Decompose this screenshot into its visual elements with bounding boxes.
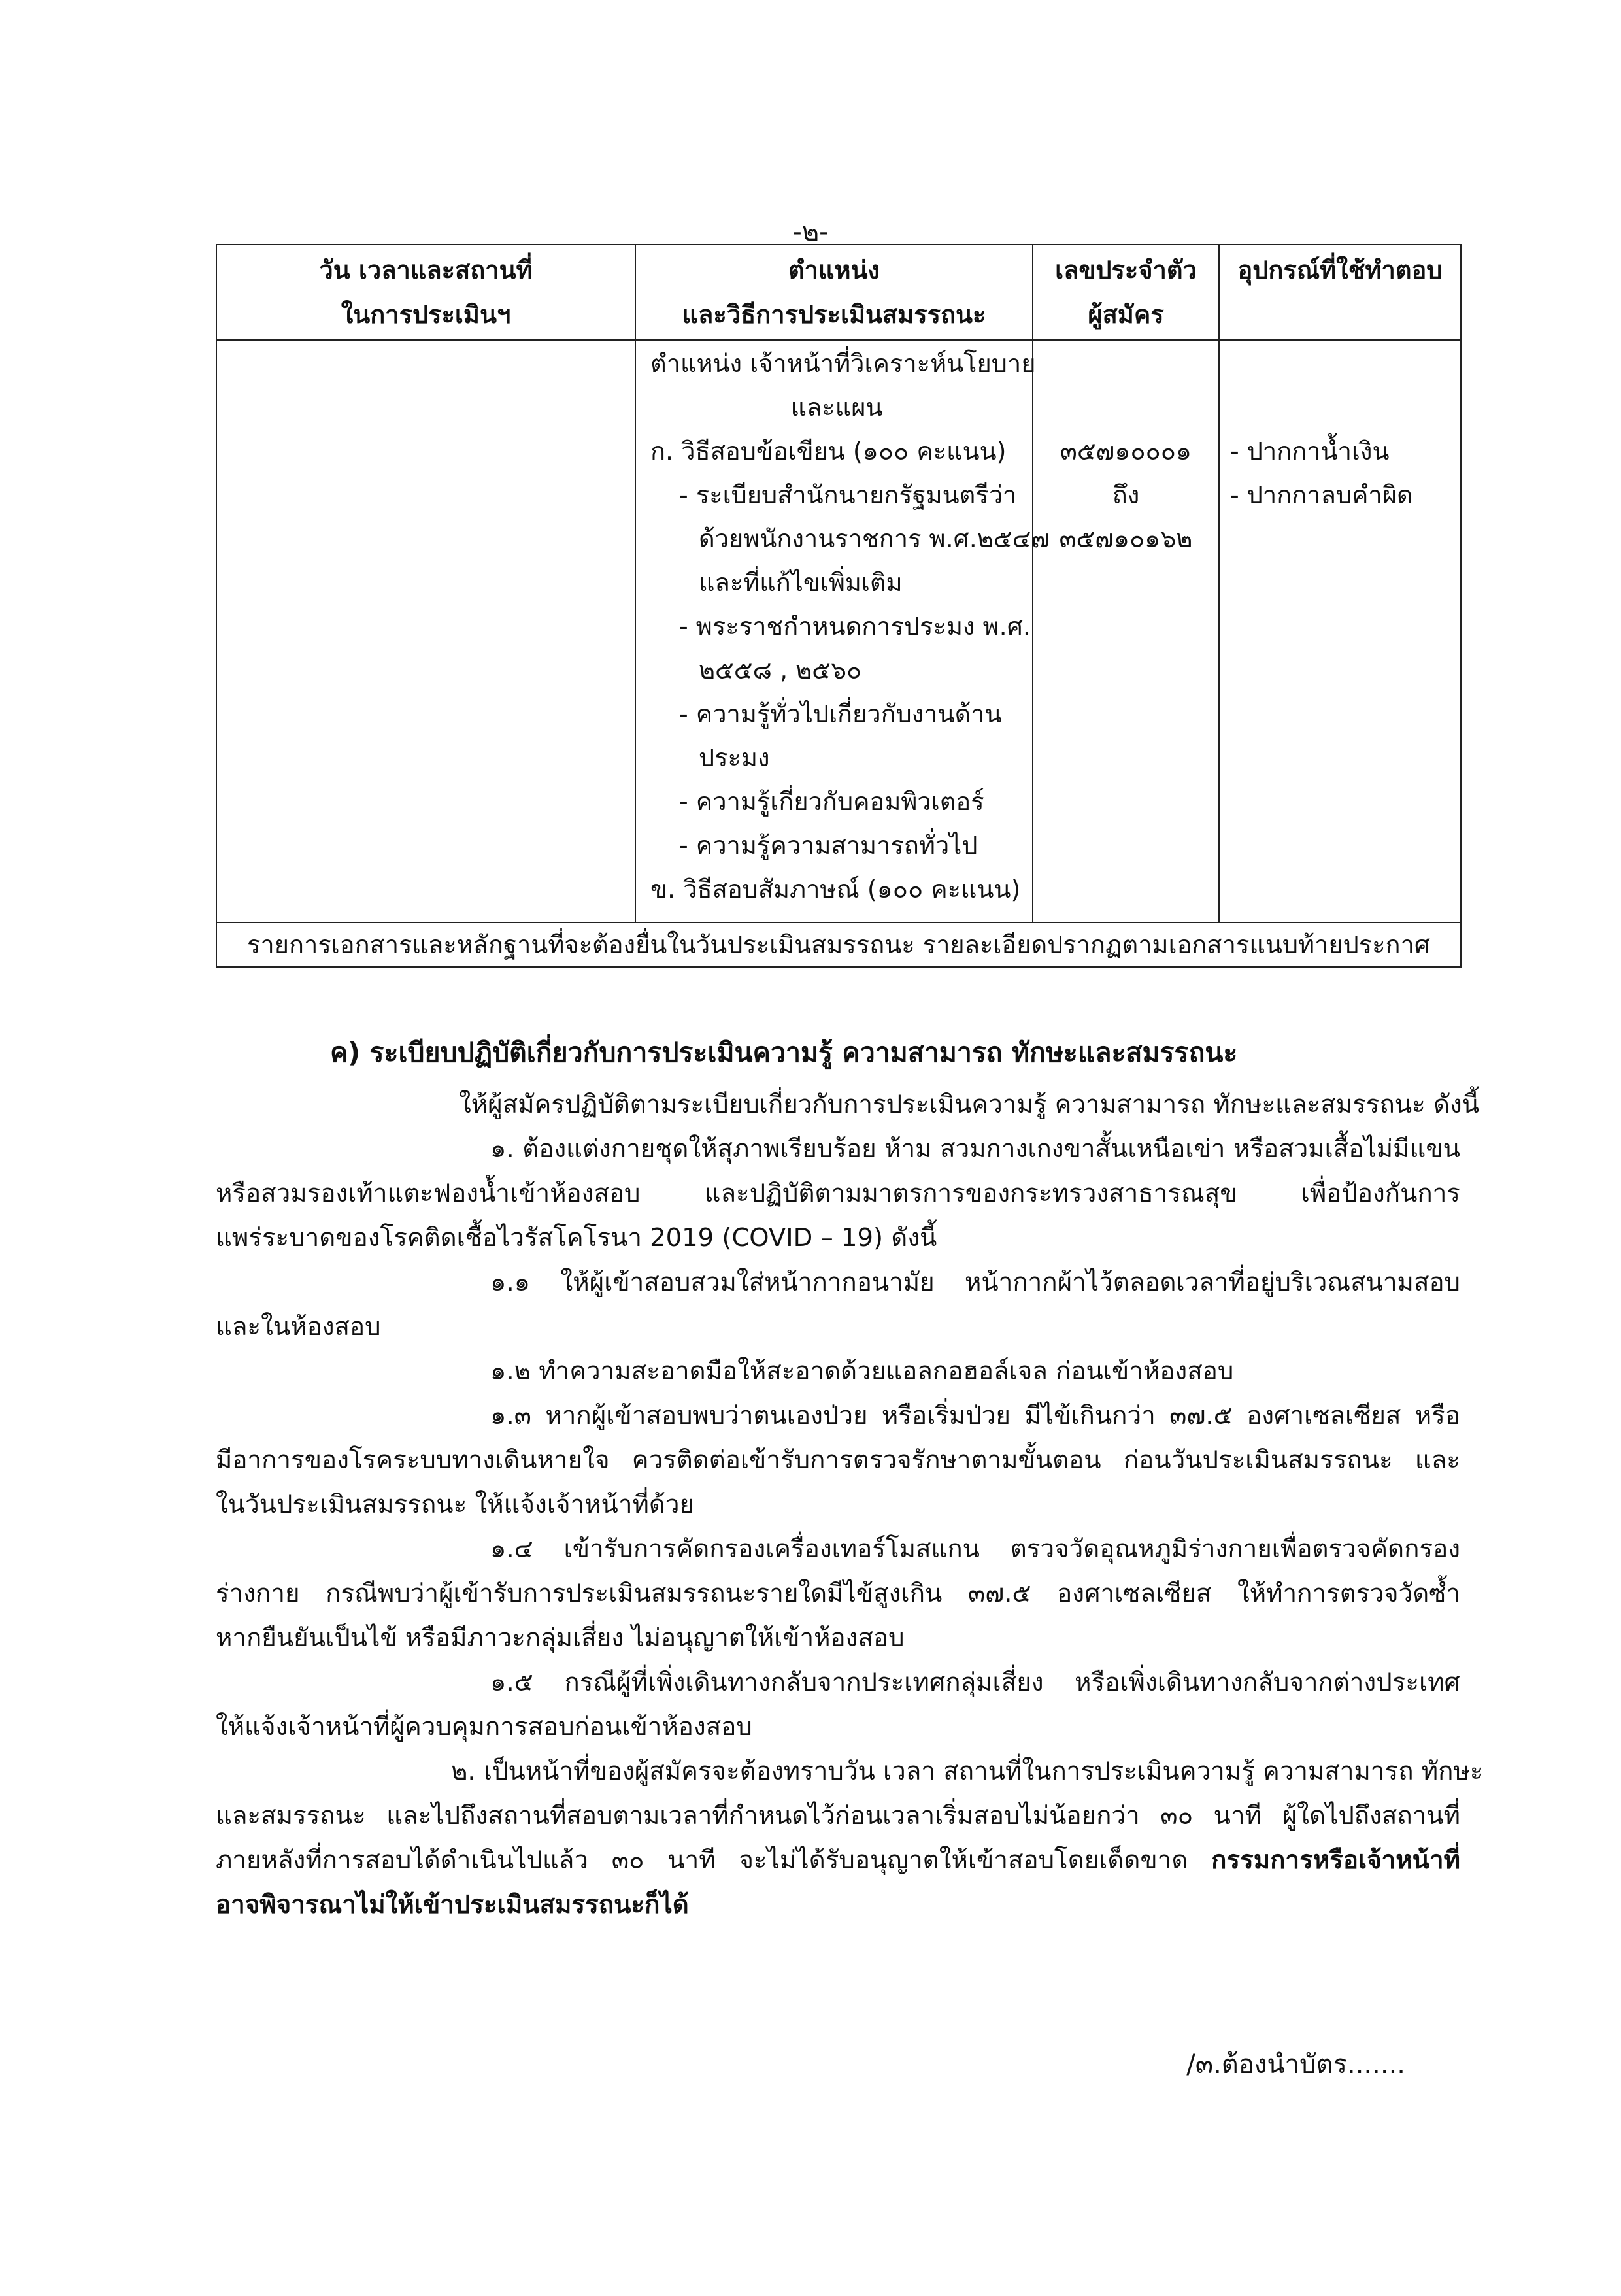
rule-1-line: หรือสวมรองเท้าแตะฟองน้ำเข้าห้องสอบ และปฏิบัติตามมาตรการของกระทรวงสาธารณสุข เพื่อป้องกันการ bbox=[216, 1179, 1460, 1208]
rule-2-bold-warning-cont: อาจพิจารณาไม่ให้เข้าประเมินสมรรถนะก็ได้ bbox=[216, 1890, 689, 1919]
rule-1-1-line: และในห้องสอบ bbox=[216, 1312, 381, 1342]
rule-1-4-line: หากยืนยันเป็นไข้ หรือมีภาวะกลุ่มเสี่ยง ไม่อนุญาตให้เข้าห้องสอบ bbox=[216, 1623, 905, 1653]
rule-1-line: แพร่ระบาดของโรคติดเชื้อไวรัสโคโรนา 2019 (COVID – 19) ดังนี้ bbox=[216, 1223, 937, 1253]
intro-paragraph: ให้ผู้สมัครปฏิบัติตามระเบียบเกี่ยวกับการประเมินความรู้ ความสามารถ ทักษะและสมรรถนะ ดังนี้ bbox=[459, 1090, 1480, 1119]
rule-1-3-line: ในวันประเมินสมรรถนะ ให้แจ้งเจ้าหน้าที่ด้วย bbox=[216, 1490, 695, 1519]
rule-1-3-line: มีอาการของโรคระบบทางเดินหายใจ ควรติดต่อเข้ารับการตรวจรักษาตามขั้นตอน ก่อนวันประเมินสมรรถนะ และ bbox=[216, 1445, 1460, 1475]
topic-line: ๒๕๕๘ , ๒๕๖๐ bbox=[699, 656, 862, 684]
page-number: -๒- bbox=[792, 217, 829, 247]
section-c-title: ค) ระเบียบปฏิบัติเกี่ยวกับการประเมินความรู้ ความสามารถ ทักษะและสมรรถนะ bbox=[330, 1037, 1238, 1068]
date-place-cell bbox=[216, 340, 635, 922]
table-header-row bbox=[216, 245, 1461, 340]
table-footer-note: รายการเอกสารและหลักฐานที่จะต้องยื่นในวันประเมินสมรรถนะ รายละเอียดปรากฏตามเอกสารแนบท้ายประกาศ bbox=[216, 922, 1461, 967]
rule-1-line: ๑. ต้องแต่งกายชุดให้สุภาพเรียบร้อย ห้าม สวมกางเกงขาสั้นเหนือเข่า หรือสวมเสื้อไม่มีแขน bbox=[490, 1134, 1460, 1164]
header-equipment: อุปกรณ์ที่ใช้ทำตอบ bbox=[1219, 245, 1461, 340]
position-method-cell bbox=[635, 340, 1050, 922]
written-exam: ก. วิธีสอบข้อเขียน (๑๐๐ คะแนน) bbox=[650, 437, 1007, 465]
topic-line: - ความรู้ทั่วไปเกี่ยวกับงานด้าน bbox=[679, 700, 1002, 728]
position-title: ตำแหน่ง เจ้าหน้าที่วิเคราะห์นโยบาย bbox=[650, 349, 1036, 378]
equipment-cell bbox=[1219, 340, 1461, 922]
topic-line: ด้วยพนักงานราชการ พ.ศ.๒๕๔๗ bbox=[699, 524, 1050, 553]
topic-line: ประมง bbox=[699, 743, 770, 772]
rule-1-1-line: ๑.๑ ให้ผู้เข้าสอบสวมใส่หน้ากากอนามัย หน้ากากผ้าไว้ตลอดเวลาที่อยู่บริเวณสนามสอบ bbox=[490, 1268, 1460, 1297]
rule-2-line: ๒. เป็นหน้าที่ของผู้สมัครจะต้องทราบวัน เวลา สถานที่ในการประเมินความรู้ ความสามารถ ทักษะ bbox=[451, 1757, 1484, 1786]
applicant-id-cell bbox=[1033, 340, 1219, 922]
position-title-cont: และแผน bbox=[790, 393, 883, 422]
header-applicant-id: เลขประจำตัว ผู้สมัคร bbox=[1033, 245, 1219, 340]
section-c-body bbox=[216, 1083, 1484, 1927]
header-position-method: ตำแหน่ง และวิธีการประเมินสมรรถนะ bbox=[635, 245, 1033, 340]
topic-line: - ระเบียบสำนักนายกรัฐมนตรีว่า bbox=[679, 481, 1017, 509]
equipment-item: - ปากกาลบคำผิด bbox=[1230, 481, 1413, 509]
rule-1-5-line: ๑.๕ กรณีผู้ที่เพิ่งเดินทางกลับจากประเทศกลุ่มเสี่ยง หรือเพิ่งเดินทางกลับจากต่างประเทศ bbox=[490, 1668, 1460, 1697]
equipment-item: - ปากกาน้ำเงิน bbox=[1230, 437, 1390, 465]
exam-schedule-table bbox=[216, 244, 1462, 968]
topic-line: - ความรู้เกี่ยวกับคอมพิวเตอร์ bbox=[679, 787, 984, 816]
rule-1-4-line: ๑.๔ เข้ารับการคัดกรองเครื่องเทอร์โมสแกน ตรวจวัดอุณหภูมิร่างกายเพื่อตรวจคัดกรอง bbox=[490, 1534, 1460, 1564]
rule-1-2-line: ๑.๒ ทำความสะอาดมือให้สะอาดด้วยแอลกอฮอล์เจล ก่อนเข้าห้องสอบ bbox=[490, 1357, 1234, 1386]
rule-2-line: ภายหลังที่การสอบได้ดำเนินไปแล้ว ๓๐ นาที จะไม่ได้รับอนุญาตให้เข้าสอบโดยเด็ดขาด กรรมการหรือเจ้าหน้าที่ bbox=[216, 1846, 1460, 1875]
rule-1-5-line: ให้แจ้งเจ้าหน้าที่ผู้ควบคุมการสอบก่อนเข้าห้องสอบ bbox=[216, 1712, 752, 1742]
topic-line: - พระราชกำหนดการประมง พ.ศ. bbox=[679, 612, 1031, 641]
id-range-end: ๓๕๗๑๐๑๖๒ bbox=[1059, 524, 1193, 553]
continued-next-page: /๓.ต้องนำบัตร....... bbox=[1186, 2050, 1405, 2080]
rule-1-3-line: ๑.๓ หากผู้เข้าสอบพบว่าตนเองป่วย หรือเริ่มป่วย มีไข้เกินกว่า ๓๗.๕ องศาเซลเซียส หรือ bbox=[490, 1401, 1460, 1430]
id-range-start: ๓๕๗๑๐๐๐๑ bbox=[1060, 437, 1192, 465]
table-row bbox=[216, 340, 1461, 922]
topic-line: และที่แก้ไขเพิ่มเติม bbox=[699, 568, 903, 597]
interview-exam: ข. วิธีสอบสัมภาษณ์ (๑๐๐ คะแนน) bbox=[650, 875, 1021, 903]
rule-2-line: และสมรรถนะ และไปถึงสถานที่สอบตามเวลาที่กำหนดไว้ก่อนเวลาเริ่มสอบไม่น้อยกว่า ๓๐ นาที ผู้ใดไปถึงสถานที่ bbox=[216, 1801, 1460, 1831]
rule-2-bold-warning: กรรมการหรือเจ้าหน้าที่ bbox=[1211, 1846, 1460, 1875]
header-date-place: วัน เวลาและสถานที่ ในการประเมินฯ bbox=[216, 245, 635, 340]
topic-line: - ความรู้ความสามารถทั่วไป bbox=[679, 831, 978, 860]
id-range-to: ถึง bbox=[1112, 481, 1140, 509]
table-footer-row bbox=[216, 922, 1461, 967]
rule-1-4-line: ร่างกาย กรณีพบว่าผู้เข้ารับการประเมินสมรรถนะรายใดมีไข้สูงเกิน ๓๗.๕ องศาเซลเซียส ให้ทำการตรวจวัดซ้ำ bbox=[216, 1579, 1460, 1608]
